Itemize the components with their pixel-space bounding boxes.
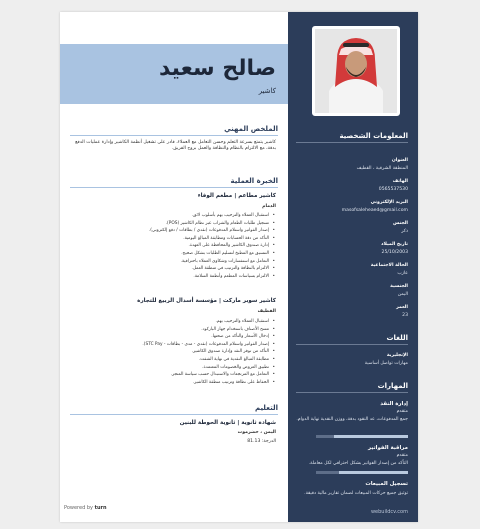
duty-item: • تسجيل طلبات الطعام والشراب عبر نظام الكاشير (POS).: [69, 220, 269, 228]
duty-item: • إصدار الفواتير واستلام المدفوعات (نقدي - مدى - بطاقات - STC Pay).: [69, 341, 269, 349]
email-label: البريد الإلكتروني: [370, 200, 408, 205]
duty-item: • الالتزام بالنظافة والترتيب في منطقة العمل.: [69, 265, 269, 273]
powered-by-prefix: Powered by: [64, 505, 93, 511]
age-label: العمر: [396, 305, 408, 310]
phone-label: الهاتف: [392, 179, 408, 184]
education-degree: شهادة ثانوية | ثانوية الحوطة للبنين: [179, 420, 276, 426]
main-column: [60, 12, 288, 522]
duty-item: • التأكد من دقة الحسابات ومطابقة المبالغ اليومية.: [69, 235, 269, 243]
email-value: masofsaleheaed@gmail.com: [341, 208, 408, 213]
skill-3-desc: توثيق جميع حركات المبيعات لضمان تقارير مالية دقيقة.: [304, 491, 408, 496]
job-1-title: كاشير مطاعم | مطعم الوفاء: [197, 193, 276, 199]
education-location: اليمن ، حضرموت: [237, 430, 276, 435]
skill-1-bar-fill: [334, 435, 408, 438]
job-1-location: الدمام: [262, 204, 276, 209]
job-1-duties: [69, 212, 276, 280]
duty-item: • تطبيق العروض والخصومات المعتمدة.: [69, 364, 269, 372]
duty-item: • التنسيق مع المطبخ لتسليم الطلبات بشكل صحيح.: [69, 250, 269, 258]
duty-item: • التأكد من توفر النقد وإدارة صندوق الكاشير.: [69, 348, 269, 356]
job-2-duties: [69, 318, 276, 386]
skill-1-level: متقدم: [396, 409, 408, 414]
profile-photo: [312, 26, 400, 116]
duty-item: • الالتزام بسياسات المطعم وأنظمة السلامة.: [69, 273, 269, 281]
duty-item: • التعامل مع استفسارات وشكاوى العملاء باحترافية.: [69, 258, 269, 266]
gender-value: ذكر: [401, 229, 408, 234]
languages-heading: اللغات: [296, 334, 408, 345]
grade-label: الدرجة:: [261, 439, 276, 444]
skill-1-desc: جمع المدفوعات، عد النقود بدقة، ووزن النقدية نهاية الدوام.: [296, 417, 408, 422]
skill-1-bar: [316, 435, 408, 438]
personal-info-heading: المعلومات الشخصية: [296, 132, 408, 143]
duty-item: • التعامل مع المرتجعات والاستبدال حسب سياسة المتجر.: [69, 371, 269, 379]
skill-2-bar: [316, 471, 408, 474]
duty-item: • مطابقة المبالغ النقدية في نهاية الشفت.: [69, 356, 269, 364]
sidebar: [288, 12, 418, 522]
grade-value: 81.13: [247, 439, 261, 444]
birthdate-value: 25/10/2003: [381, 250, 408, 255]
gender-label: الجنس: [393, 221, 408, 226]
age-value: 23: [402, 313, 408, 318]
experience-heading: الخبرة العملية: [70, 177, 278, 188]
duty-item: • إدارة صندوق الكاشير والمحافظة على العهدة.: [69, 242, 269, 250]
person-name: صالح سعيد: [158, 56, 276, 81]
language-name: الإنجليزية: [386, 353, 408, 358]
duty-item: • مسح الأصناف باستخدام جهاز الباركود.: [69, 326, 269, 334]
brand-logo: turn: [94, 505, 107, 511]
skill-2-name: مراقبة الفواتير: [368, 445, 408, 451]
education-heading: التعليم: [70, 404, 278, 415]
nationality-label: الجنسية: [390, 284, 408, 289]
skill-1-name: إدارة النقد: [380, 401, 408, 407]
skill-2-desc: التأكد من إصدار الفواتير بشكل احترافي لكل معاملة.: [308, 461, 408, 466]
watermark: webuildcv.com: [370, 509, 408, 515]
nationality-value: اليمن: [397, 292, 408, 297]
address-value: المنطقة الشرقية ، القطيف: [356, 166, 408, 171]
language-level: مهارات تواصل أساسية: [364, 361, 408, 366]
job-2-title: كاشير سوبر ماركت | مؤسسة أسدال الربيع للتجارة: [137, 298, 276, 304]
skill-2-level: متقدم: [396, 453, 408, 458]
skill-3-name: تسجيل المبيعات: [365, 481, 408, 487]
birthdate-label: تاريخ الميلاد: [381, 242, 408, 247]
skill-2-bar-fill: [339, 471, 408, 474]
skills-heading: المهارات: [296, 382, 408, 393]
resume-page: [60, 12, 418, 522]
address-label: العنوان: [391, 158, 408, 163]
marital-status-label: الحالة الاجتماعية: [370, 263, 408, 268]
summary-text: كاشير يتمتع بسرعة التعلم وحسن التعامل مع العملاء، قادر على تشغيل أنظمة الكاشير وإدارة عمليات الدفع بدقة، مع الالتزام بالنظام والنظافة والعمل بروح الفريق.: [75, 140, 276, 152]
duty-item: • إدخال الأسعار والتأكد من صحتها.: [69, 333, 269, 341]
duty-item: • الحفاظ على نظافة وترتيب منطقة الكاشير.: [69, 379, 269, 387]
powered-by[interactable]: [64, 505, 107, 511]
job-title: كاشير: [258, 87, 276, 95]
marital-status-value: عازب: [397, 271, 408, 276]
duty-item: • استقبال العملاء والترحيب بهم.: [69, 318, 269, 326]
duty-item: • إصدار الفواتير واستلام المدفوعات (نقدي / بطاقات / دفع إلكتروني).: [69, 227, 269, 235]
phone-value: 0565537530: [378, 187, 408, 192]
education-grade: [247, 439, 276, 444]
summary-heading: الملخص المهني: [70, 125, 278, 136]
duty-item: • استقبال العملاء والترحيب بهم بأسلوب لائق.: [69, 212, 269, 220]
job-2-location: القطيف: [257, 309, 276, 314]
person-photo-icon: [315, 29, 397, 113]
